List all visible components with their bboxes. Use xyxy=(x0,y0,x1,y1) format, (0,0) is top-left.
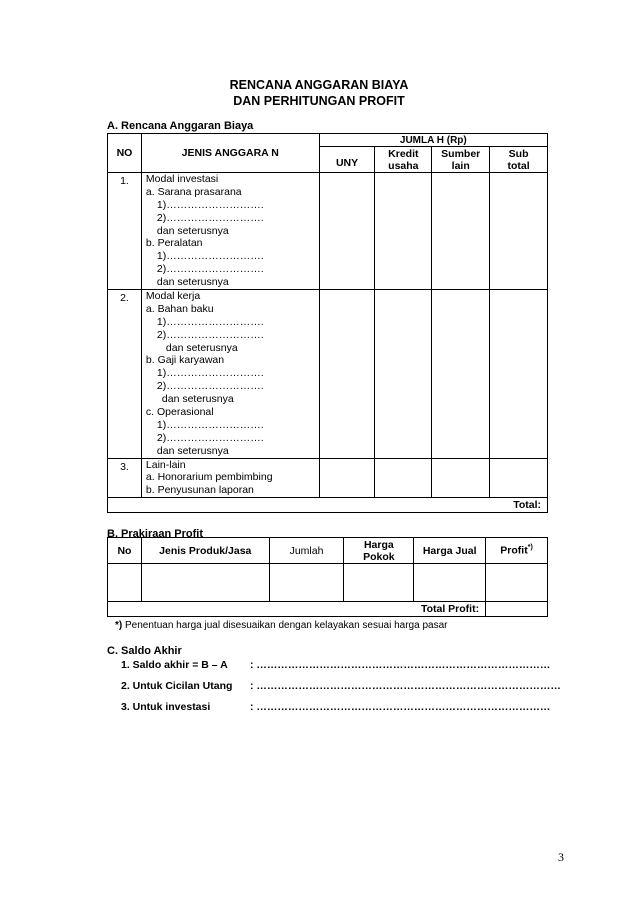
row-number: 2. xyxy=(108,290,142,459)
cell-profit xyxy=(486,564,548,602)
list-item: Modal kerja xyxy=(145,290,201,303)
cell-jenis xyxy=(141,564,269,602)
saldo-item-2-label: 2. Untuk Cicilan Utang xyxy=(121,680,233,692)
list-item: 2)………………………. xyxy=(156,328,264,341)
list-item: a. Honorarium pembimbing xyxy=(145,471,273,484)
list-item: b. Peralatan xyxy=(145,237,203,250)
list-item: dan seterusnya xyxy=(165,341,238,354)
list-item: dan seterusnya xyxy=(156,276,229,289)
profit-total-label: Total Profit: xyxy=(108,602,486,617)
cell-sumber xyxy=(432,290,490,459)
col-header-no: No xyxy=(108,538,142,564)
col-header-jenis-produk: Jenis Produk/Jasa xyxy=(141,538,269,564)
cell-subtotal xyxy=(490,458,548,498)
section-c-heading: C. Saldo Akhir xyxy=(107,645,182,657)
footnote xyxy=(115,620,447,631)
cell-sumber xyxy=(432,173,490,290)
saldo-item-2-value: : …………………………………………………………………………… xyxy=(250,680,561,692)
list-item: 1)………………………. xyxy=(156,315,264,328)
list-item: Lain-lain xyxy=(145,458,186,471)
col-header-harga-jual: Harga Jual xyxy=(414,538,486,564)
list-item: b. Penyusunan laporan xyxy=(145,484,254,497)
table-row xyxy=(108,290,548,459)
profit-table xyxy=(107,537,548,617)
pokok-label: Pokok xyxy=(363,550,395,563)
list-item: a. Bahan baku xyxy=(145,302,214,315)
col-header-jumlah: JUMLA H (Rp) xyxy=(319,134,547,147)
saldo-item-3-value: : ………………………………………………………………………… xyxy=(250,701,551,713)
cell-harga-jual xyxy=(414,564,486,602)
list-item: Modal investasi xyxy=(145,173,219,185)
cell-total-profit xyxy=(486,602,548,617)
list-item: b. Gaji karyawan xyxy=(145,354,225,367)
sub-label-1: Sub xyxy=(508,147,529,160)
col-header-no: NO xyxy=(108,134,142,173)
cell-harga-pokok xyxy=(344,564,414,602)
list-item: dan seterusnya xyxy=(161,393,234,406)
row-items xyxy=(141,458,319,498)
sumber-label-1: Sumber xyxy=(441,147,481,160)
col-header-harga-pokok xyxy=(344,538,414,564)
table-row xyxy=(108,564,548,602)
list-item: 1)………………………. xyxy=(156,367,264,380)
cell-kredit xyxy=(375,173,432,290)
row-number: 3. xyxy=(108,458,142,498)
list-item: 2)………………………. xyxy=(156,211,264,224)
list-item: 2)………………………. xyxy=(156,380,264,393)
col-header-sumber xyxy=(432,147,490,173)
cell-uny xyxy=(319,290,375,459)
table-row xyxy=(108,173,548,290)
cell-uny xyxy=(319,458,375,498)
cell-jumlah xyxy=(269,564,344,602)
col-header-profit xyxy=(486,538,548,564)
cell-kredit xyxy=(375,458,432,498)
cell-no xyxy=(108,564,142,602)
list-item: dan seterusnya xyxy=(156,444,229,457)
doc-title-line2: DAN PERHITUNGAN PROFIT xyxy=(233,94,405,108)
saldo-item-3-label: 3. Untuk investasi xyxy=(121,701,211,713)
col-header-kredit xyxy=(375,147,432,173)
list-item: 1)………………………. xyxy=(156,250,264,263)
saldo-item-1-label: 1. Saldo akhir = B – A xyxy=(121,659,228,671)
col-header-subtotal xyxy=(490,147,548,173)
page-number: 3 xyxy=(558,850,564,864)
cell-subtotal xyxy=(490,173,548,290)
list-item: 2)………………………. xyxy=(156,263,264,276)
list-item: 1)………………………. xyxy=(156,418,264,431)
harga-label: Harga xyxy=(363,538,394,551)
cell-sumber xyxy=(432,458,490,498)
table-row xyxy=(108,458,548,498)
list-item: c. Operasional xyxy=(145,406,214,419)
col-header-jenis: JENIS ANGGARA N xyxy=(141,134,319,173)
list-item: dan seterusnya xyxy=(156,224,229,237)
kredit-label-2: usaha xyxy=(388,159,419,172)
section-b-heading: B. Prakiraan Profit xyxy=(107,528,203,540)
budget-total-label: Total: xyxy=(108,498,548,513)
doc-title-line1: RENCANA ANGGARAN BIAYA xyxy=(229,78,409,92)
row-items xyxy=(141,173,319,290)
cell-uny xyxy=(319,173,375,290)
col-header-uny: UNY xyxy=(319,147,375,173)
list-item: 2)………………………. xyxy=(156,431,264,444)
profit-footnote-mark: *) xyxy=(527,544,533,552)
cell-subtotal xyxy=(490,290,548,459)
footnote-text: Penentuan harga jual disesuaikan dengan kelayakan sesuai harga pasar xyxy=(122,620,448,631)
sumber-label-2: lain xyxy=(451,159,470,172)
profit-label: Profit xyxy=(500,544,528,557)
cell-kredit xyxy=(375,290,432,459)
list-item: 1)………………………. xyxy=(156,198,264,211)
section-a-heading: A. Rencana Anggaran Biaya xyxy=(107,120,254,132)
footnote-mark: *) xyxy=(115,620,123,631)
row-items xyxy=(141,290,319,459)
sub-label-2: total xyxy=(507,159,530,172)
saldo-item-1-value: : ………………………………………………………………………… xyxy=(250,659,551,671)
list-item: a. Sarana prasarana xyxy=(145,185,242,198)
row-number: 1. xyxy=(108,173,142,290)
budget-table xyxy=(107,133,548,513)
kredit-label-1: Kredit xyxy=(388,147,419,160)
col-header-jumlah: Jumlah xyxy=(269,538,344,564)
